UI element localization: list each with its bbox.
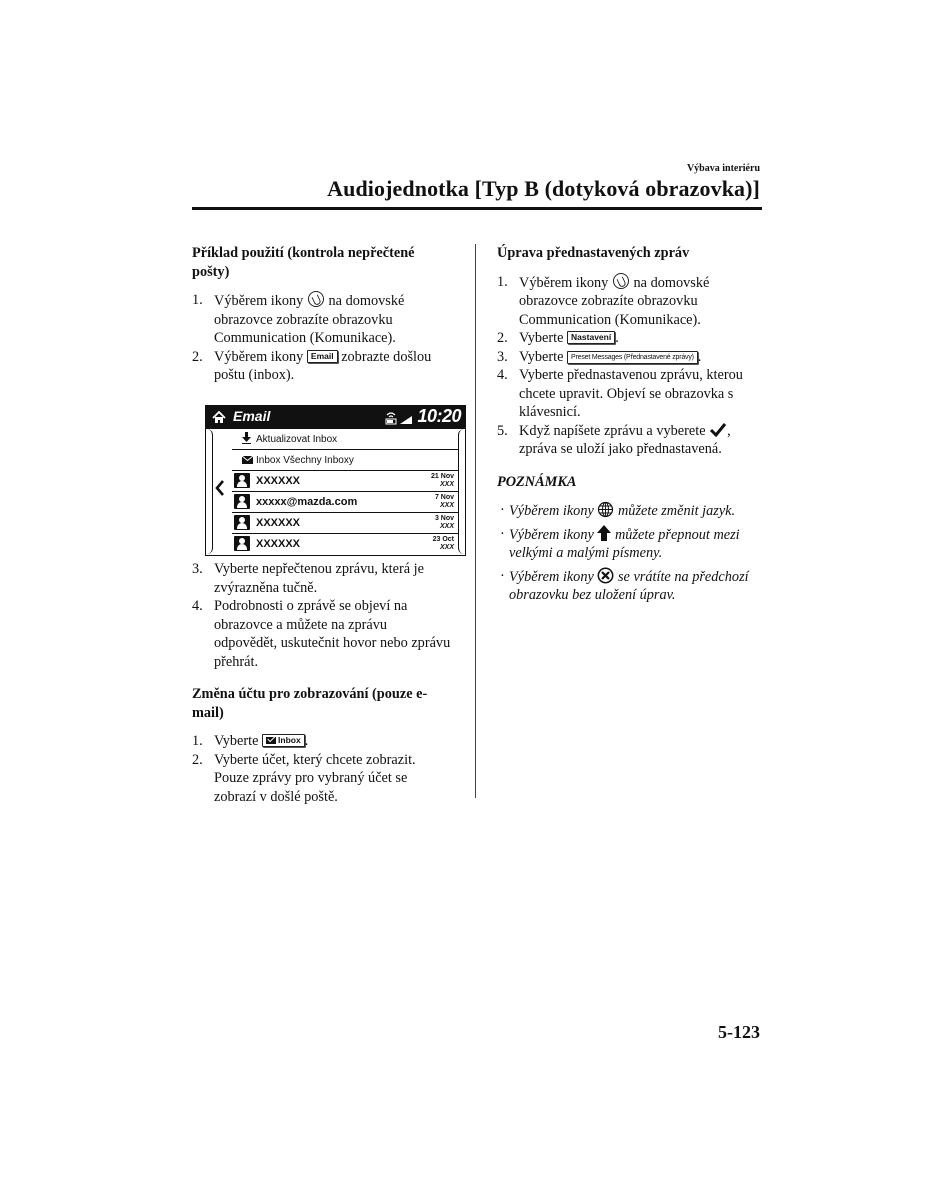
download-icon	[242, 432, 251, 444]
mail-icon	[242, 456, 253, 464]
contact-avatar-icon	[234, 494, 250, 509]
section-label: Výbava interiéru	[686, 163, 760, 174]
email-list	[232, 429, 458, 554]
steps-c	[192, 732, 452, 806]
left-column-lower	[192, 560, 452, 806]
heading-usage-example: Příklad použití (kontrola nepřečtené pošty)	[192, 245, 415, 280]
clock: 10:20	[417, 406, 461, 426]
notes-list	[497, 501, 767, 605]
contact-avatar-icon	[234, 536, 250, 551]
message-row[interactable]: XXXXXX 3 Nov XXX	[232, 513, 458, 534]
step-item: 2. Vyberte Nastavení .	[497, 330, 619, 346]
menu-inbox-all[interactable]: Inbox Všechny Inboxy	[232, 450, 458, 471]
email-screen	[205, 405, 466, 556]
menu-update-inbox[interactable]: Aktualizovat Inbox	[232, 429, 458, 450]
page-number: 5-123	[718, 1022, 760, 1042]
signal-battery-icon	[384, 410, 414, 425]
note-heading: POZNÁMKA	[497, 473, 577, 490]
column-divider	[475, 244, 476, 798]
page-title: Audiojednotka [Typ B (dotyková obrazovka)]	[327, 176, 760, 201]
steps-presets	[497, 273, 767, 459]
checkmark-icon	[709, 422, 727, 437]
contact-avatar-icon	[234, 473, 250, 488]
step-item: 1. Vyberte Inbox .	[192, 733, 309, 749]
preset-messages-button-icon: Preset Messages (Přednastavené zprávy)	[567, 351, 698, 364]
right-column	[497, 244, 767, 609]
shift-up-arrow-icon	[597, 525, 611, 541]
message-row[interactable]: xxxxx@mazda.com 7 Nov XXX	[232, 492, 458, 513]
message-row[interactable]: XXXXXX 23 Oct XXX	[232, 534, 458, 554]
step-item: 1. Výběrem ikony na domovské obrazovce zobrazíte obrazovku Communication (Komunikace).	[192, 292, 405, 346]
settings-button-icon: Nastavení	[567, 331, 615, 344]
home-icon[interactable]	[212, 411, 226, 424]
note-item: · Výběrem ikony se vrátíte na předchozí obrazovku bez uložení úprav.	[497, 567, 767, 605]
note-item: · Výběrem ikony můžete přepnout mezi velkými a malými písmeny.	[497, 525, 767, 563]
screen-title: Email	[233, 408, 271, 424]
screen-frame-left	[206, 429, 213, 554]
step-item: 4. Podrobnosti o zprávě se objeví na obrazovce a můžete na zprávu odpovědět, uskutečnit hovor nebo zprávu přehrát.	[192, 598, 451, 670]
inbox-button-icon: Inbox	[262, 734, 305, 747]
back-arrow-icon[interactable]	[213, 479, 227, 497]
step-item: 3. Vyberte Preset Messages (Přednastavené zprávy) .	[497, 348, 702, 365]
step-item: 3. Vyberte nepřečtenou zprávu, která je zvýrazněna tučně.	[192, 561, 424, 596]
communication-icon	[308, 291, 324, 307]
step-item: 4. Vyberte přednastavenou zprávu, kterou chcete upravit. Objeví se obrazovka s klávesnicí.	[497, 367, 743, 420]
heading-change-account: Změna účtu pro zobrazování (pouze e-mail)	[192, 686, 428, 721]
message-row[interactable]: XXXXXX 21 Nov XXX	[232, 471, 458, 492]
screen-frame-right	[458, 429, 465, 554]
step-item: 2. Vyberte účet, který chcete zobrazit. Pouze zprávy pro vybraný účet se zobrazí v došlé poště.	[192, 751, 416, 805]
email-button-icon: Email	[307, 350, 338, 363]
steps-b	[192, 560, 452, 671]
steps-a	[192, 291, 452, 385]
cancel-x-icon	[597, 567, 614, 584]
step-item: 2. Výběrem ikony Email zobrazte došlou poštu (inbox).	[192, 348, 432, 383]
mail-icon	[266, 737, 276, 744]
step-item: 1. Výběrem ikony na domovské obrazovce zobrazíte obrazovku Communication (Komunikace).	[497, 273, 710, 328]
note-item: · Výběrem ikony můžete změnit jazyk.	[497, 501, 767, 521]
title-rule	[192, 207, 762, 210]
screen-header	[206, 406, 465, 429]
communication-icon	[613, 273, 629, 289]
step-item: 5. Když napíšete zprávu a vyberete , zpráva se uloží jako přednastavená.	[497, 422, 731, 457]
left-column	[192, 244, 452, 385]
heading-edit-presets: Úprava přednastavených zpráv	[497, 245, 690, 261]
contact-avatar-icon	[234, 515, 250, 530]
globe-icon	[597, 501, 614, 518]
